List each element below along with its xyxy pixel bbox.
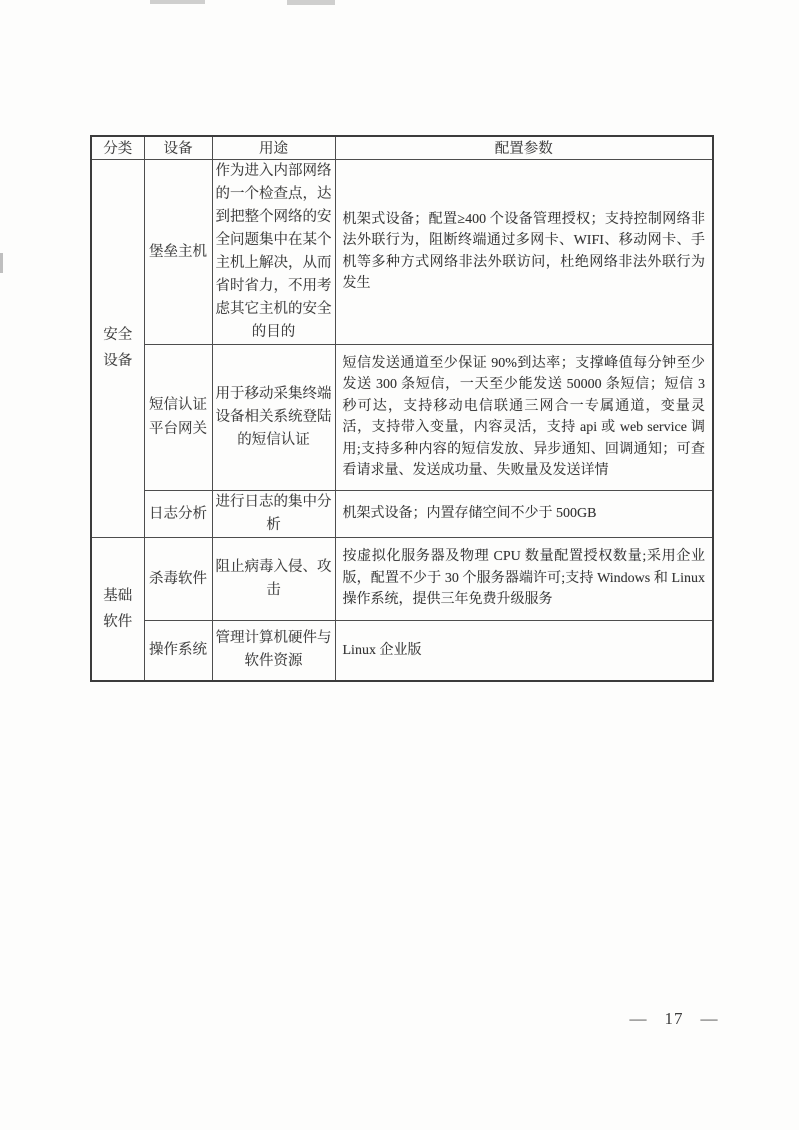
- header-cell-device: 设备: [144, 136, 212, 159]
- table-row: [91, 490, 713, 537]
- table-row: [91, 620, 713, 681]
- equipment-spec-table: [90, 135, 714, 682]
- config-cell: 按虚拟化服务器及物理 CPU 数量配置授权数量;采用企业版，配置不少于 30 个服务器端许可;支持 Windows 和 Linux 操作系统，提供三年免费升级服务: [335, 537, 713, 620]
- purpose-cell: 用于移动采集终端设备相关系统登陆的短信认证: [212, 344, 335, 490]
- config-cell: 机架式设备；内置存储空间不少于 500GB: [335, 490, 713, 537]
- table-row: [91, 537, 713, 620]
- category-cell-security: 安全设备: [91, 159, 144, 537]
- page-number-dash-left: —: [629, 1009, 648, 1028]
- device-cell: 杀毒软件: [144, 537, 212, 620]
- config-cell: 短信发送通道至少保证 90%到达率；支撑峰值每分钟至少发送 300 条短信，一天至少能发送 50000 条短信；短信 3 秒可达，支持移动电信联通三网合一专属通道，变量灵活，支持带入变量，内容灵活，支持 api 或 web service 调用;支持多种内容的短信发放、异步通知、回调通知；可查看请求量、发送成功量、失败量及发送详情: [335, 344, 713, 490]
- device-cell: 操作系统: [144, 620, 212, 681]
- scan-artifact: [287, 0, 335, 5]
- page-number: [604, 1006, 744, 1032]
- device-cell: 堡垒主机: [144, 159, 212, 344]
- table-row: [91, 159, 713, 344]
- device-cell: 短信认证平台网关: [144, 344, 212, 490]
- scan-artifact: [0, 253, 3, 273]
- page-number-dash-right: —: [700, 1009, 719, 1028]
- config-cell: 机架式设备；配置≥400 个设备管理授权；支持控制网络非法外联行为，阻断终端通过多网卡、WIFI、移动网卡、手机等多种方式网络非法外联访问，杜绝网络非法外联行为发生: [335, 159, 713, 344]
- config-cell: Linux 企业版: [335, 620, 713, 681]
- purpose-cell: 作为进入内部网络的一个检查点，达到把整个网络的安全问题集中在某个主机上解决，从而省时省力，不用考虑其它主机的安全的目的: [212, 159, 335, 344]
- purpose-cell: 管理计算机硬件与软件资源: [212, 620, 335, 681]
- header-cell-config: 配置参数: [335, 136, 713, 159]
- header-cell-category: 分类: [91, 136, 144, 159]
- scan-artifact: [150, 0, 205, 4]
- device-cell: 日志分析: [144, 490, 212, 537]
- page-number-value: 17: [664, 1009, 684, 1028]
- header-cell-purpose: 用途: [212, 136, 335, 159]
- table-row: [91, 344, 713, 490]
- purpose-cell: 进行日志的集中分析: [212, 490, 335, 537]
- table-header-row: [91, 136, 713, 159]
- category-cell-basic-software: 基础软件: [91, 537, 144, 681]
- purpose-cell: 阻止病毒入侵、攻击: [212, 537, 335, 620]
